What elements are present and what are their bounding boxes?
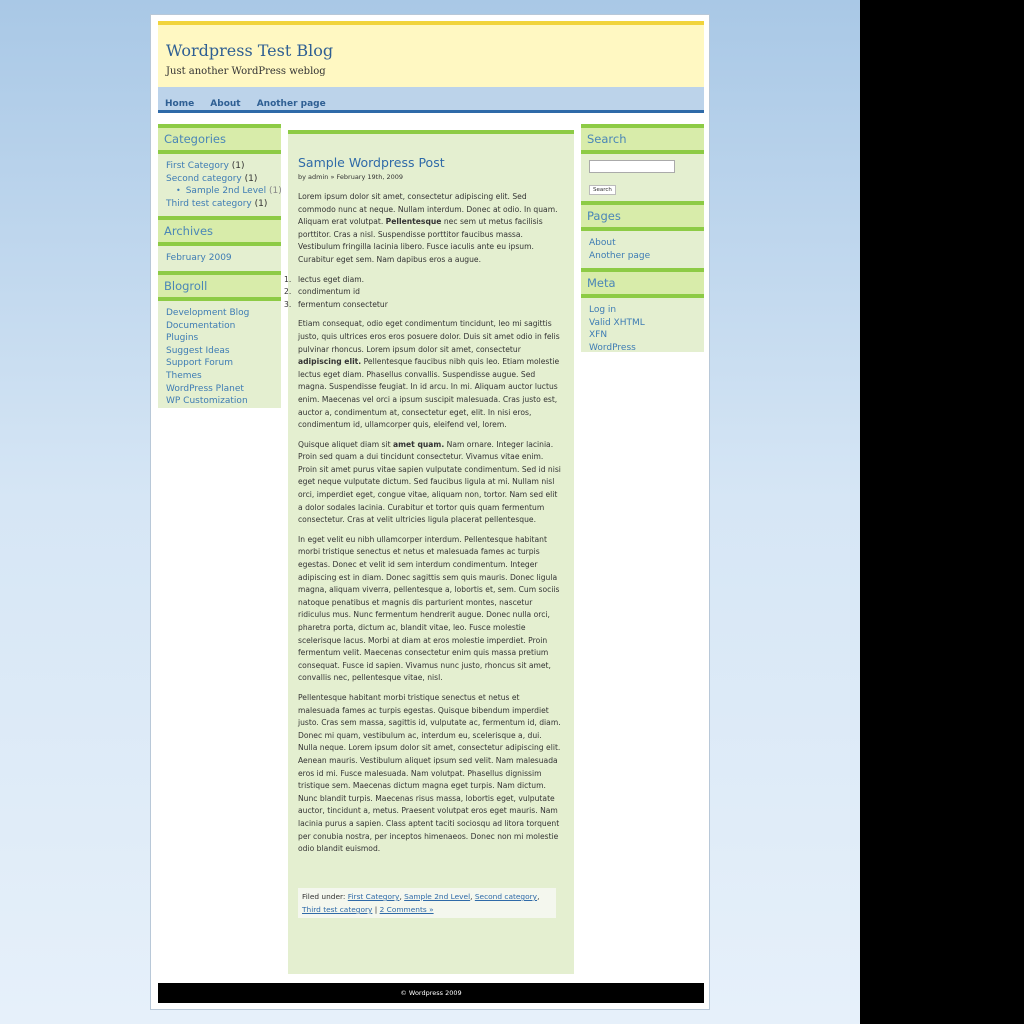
blog-description: Just another WordPress weblog	[166, 66, 326, 77]
site-footer: © Wordpress 2009	[158, 983, 704, 1003]
post-meta: by admin » February 19th, 2009	[298, 173, 403, 181]
list-item	[166, 332, 273, 345]
post-paragraph: Pellentesque habitant morbi tristique senectus et netus et malesuada fames ac turpis egestas. Quisque bibendum imperdiet justo. Cras sem massa, sagittis id, vulputate ac, fermentum id, diam. Donec mi quam, vestibulum ac, interdum eu, scelerisque a, dui. Nulla neque. Lorem ipsum dolor sit amet, consectetur adipiscing elit. Aenean mauris. Vestibulum aliquet ipsum sed velit. Nam malesuada eros id mi. Fusce malesuada. Nam volutpat. Phasellus dignissim tristique sem. Maecenas dictum magna eget turpis. Nam dictum. Nunc blandit turpis. Maecenas risus massa, lobortis eget, vulputate auctor, tincidunt a, metus. Praesent volutpat eros eget mauris. Nam lacinia purus a sapien. Class aptent taciti sociosqu ad litora torquent per conubia nostra, per inceptos himenaeos. Donec non mi molestie odio blandit euismod.	[298, 692, 561, 854]
blogroll-link[interactable]: WordPress Planet	[166, 383, 244, 394]
post-title[interactable]: Sample Wordpress Post	[298, 155, 445, 170]
filed-category-link[interactable]: Third test category	[302, 905, 373, 914]
post-ordered-list	[284, 274, 563, 312]
search-heading: Search	[581, 128, 704, 154]
login-link[interactable]: Log in	[589, 305, 617, 316]
page-link[interactable]: Another page	[589, 250, 651, 261]
list-item	[176, 185, 282, 198]
archives-heading: Archives	[158, 220, 281, 246]
category-link[interactable]: First Category	[166, 161, 229, 171]
categories-list	[158, 154, 281, 216]
list-item: 1. lectus eget diam.	[284, 274, 365, 284]
blogroll-link[interactable]: Development Blog	[166, 307, 250, 318]
filed-category-link[interactable]: Sample 2nd Level	[404, 892, 471, 901]
blogroll-link[interactable]: Plugins	[166, 333, 199, 344]
pages-list	[581, 231, 704, 268]
list-item	[589, 237, 696, 250]
list-item	[166, 395, 273, 408]
filed-category-link[interactable]: Second category	[474, 892, 538, 901]
blogroll-list	[158, 301, 281, 414]
nav-about[interactable]: About	[210, 99, 241, 109]
post-paragraph: Lorem ipsum dolor sit amet, consectetur adipiscing elit. Sed commodo nunc at neque. Nullam interdum. Donec at odio. In quam. Aliquam erat volutpat. Pellentesque nec sem ut metus facilisis porttitor. Cras a nisl. Suspendisse porttitor faucibus massa. Vestibulum fringilla lacinia libero. Fusce iaculis ante eu ipsum. Curabitur eget sem. Nam dapibus eros a augue.	[298, 192, 558, 264]
category-link[interactable]: Second category	[166, 173, 242, 184]
main-nav	[158, 87, 704, 113]
meta-list	[581, 298, 704, 360]
category-count: (1)	[231, 161, 245, 171]
right-sidebar	[581, 124, 704, 352]
list-item	[166, 357, 273, 370]
list-item	[166, 320, 273, 333]
category-count: (1)	[254, 198, 268, 209]
post-body	[284, 191, 563, 863]
search-input[interactable]	[589, 160, 675, 173]
blogroll-link[interactable]: Documentation	[166, 320, 236, 331]
list-item	[166, 198, 273, 211]
category-link[interactable]: Third test category	[166, 198, 252, 209]
categories-heading: Categories	[158, 128, 281, 154]
post-paragraph: Etiam consequat, odio eget condimentum tincidunt, leo mi sagittis justo, quis ultrices eros eros posuere dolor. Duis sit amet odio in felis pulvinar rhoncus. Lorem ipsum dolor sit amet, consectetur adipiscing elit. Pellentesque faucibus nibh quis leo. Etiam molestie lectus eget diam. Phasellus convallis. Suspendisse augue. Sed magna. Suspendisse feugiat. In id arcu. In mi. Aliquam auctor luctus enim. Maecenas vel orci a ipsum suscipit malesuada. Cras justo est, auctor a, condimentum at, consectetur eget, elit. In nisi eros, condimentum id, ullamcorper quis, eleifend vel, lorem.	[298, 319, 560, 430]
list-item	[589, 250, 696, 263]
black-region	[860, 0, 1024, 1024]
filed-category-link[interactable]: First Category	[347, 892, 400, 901]
search-form	[581, 154, 704, 201]
pages-heading: Pages	[581, 205, 704, 231]
blogroll-link[interactable]: Suggest Ideas	[166, 345, 230, 356]
nav-another-page[interactable]: Another page	[256, 99, 326, 109]
category-count: (1)	[244, 173, 258, 184]
list-item	[166, 383, 273, 396]
subcategory-list	[166, 185, 282, 198]
comments-link[interactable]: 2 Comments »	[379, 905, 434, 914]
list-item	[166, 345, 273, 358]
blog-title[interactable]: Wordpress Test Blog	[166, 41, 334, 60]
blogroll-link[interactable]: Support Forum	[166, 358, 233, 369]
blogroll-heading: Blogroll	[158, 275, 281, 301]
list-item	[166, 252, 273, 265]
left-sidebar	[158, 124, 281, 408]
blogroll-link[interactable]: WP Customization	[166, 396, 248, 407]
site-header	[158, 21, 704, 87]
list-item	[589, 304, 696, 317]
nav-home[interactable]: Home	[165, 99, 195, 109]
post-paragraph: Quisque aliquet diam sit amet quam. Nam ornare. Integer lacinia. Proin sed quam a dui tincidunt consectetur. Vivamus vitae enim. Proin sit amet purus vitae sapien vulputate condimentum. Sed id nisi eget neque vulputate dictum. Sed faucibus ligula at mi. Nullam nisl orci, imperdiet eget, congue vitae, aliquam non, tortor. Nam sed elit a dolor sodales lacinia. Curabitur et tortor quis quam fermentum consectetur. Cras at velit ultricies ligula placerat pellentesque.	[298, 439, 561, 525]
list-item	[166, 307, 273, 320]
category-count: (1)	[268, 186, 282, 197]
search-button[interactable]: Search	[589, 185, 616, 195]
post-footer-filed: Filed under: First Category, Sample 2nd Level, Second category, Third test category | 2 Comments »	[298, 888, 556, 918]
post-area	[284, 130, 574, 974]
list-item	[166, 173, 282, 198]
list-item	[166, 160, 273, 173]
meta-heading: Meta	[581, 272, 704, 298]
xfn-link[interactable]: XFN	[589, 330, 608, 341]
list-item	[589, 342, 696, 355]
page-link[interactable]: About	[589, 238, 616, 248]
archive-link[interactable]: February 2009	[166, 253, 232, 264]
list-item	[589, 329, 696, 342]
list-item: 2. condimentum id	[284, 287, 360, 297]
category-link[interactable]: Sample 2nd Level	[185, 186, 267, 197]
post-paragraph: In eget velit eu nibh ullamcorper interdum. Pellentesque habitant morbi tristique senectus et netus et malesuada fames ac turpis egestas. Donec et velit id sem interdum condimentum. Integer adipiscing est in diam. Donec sagittis sem quis mauris. Donec ligula magna, aliquam viverra, pellentesque a, lobortis et, sem. Cum sociis natoque penatibus et magnis dis parturient montes, nascetur ridiculus mus. Nunc fermentum hendrerit augue. Donec nulla orci, pharetra porta, dictum ac, blandit vitae, leo. Fusce molestie scelerisque lacus. Morbi at diam at eros molestie imperdiet. Proin fermentum velit. Maecenas consectetur enim quis massa pretium consequat. Fusce id sapien. Vivamus nunc justo, rhoncus sit amet, convallis nec, pellentesque vitae, nisl.	[298, 534, 560, 683]
list-item	[166, 370, 273, 383]
page-container	[150, 14, 710, 1010]
blogroll-link[interactable]: Themes	[166, 370, 202, 381]
valid-xhtml-link[interactable]: Valid XHTML	[589, 317, 645, 328]
list-item: 3. fermentum consectetur	[284, 299, 388, 309]
archives-list	[158, 246, 281, 271]
list-item	[589, 317, 696, 330]
wordpress-link[interactable]: WordPress	[589, 342, 636, 353]
